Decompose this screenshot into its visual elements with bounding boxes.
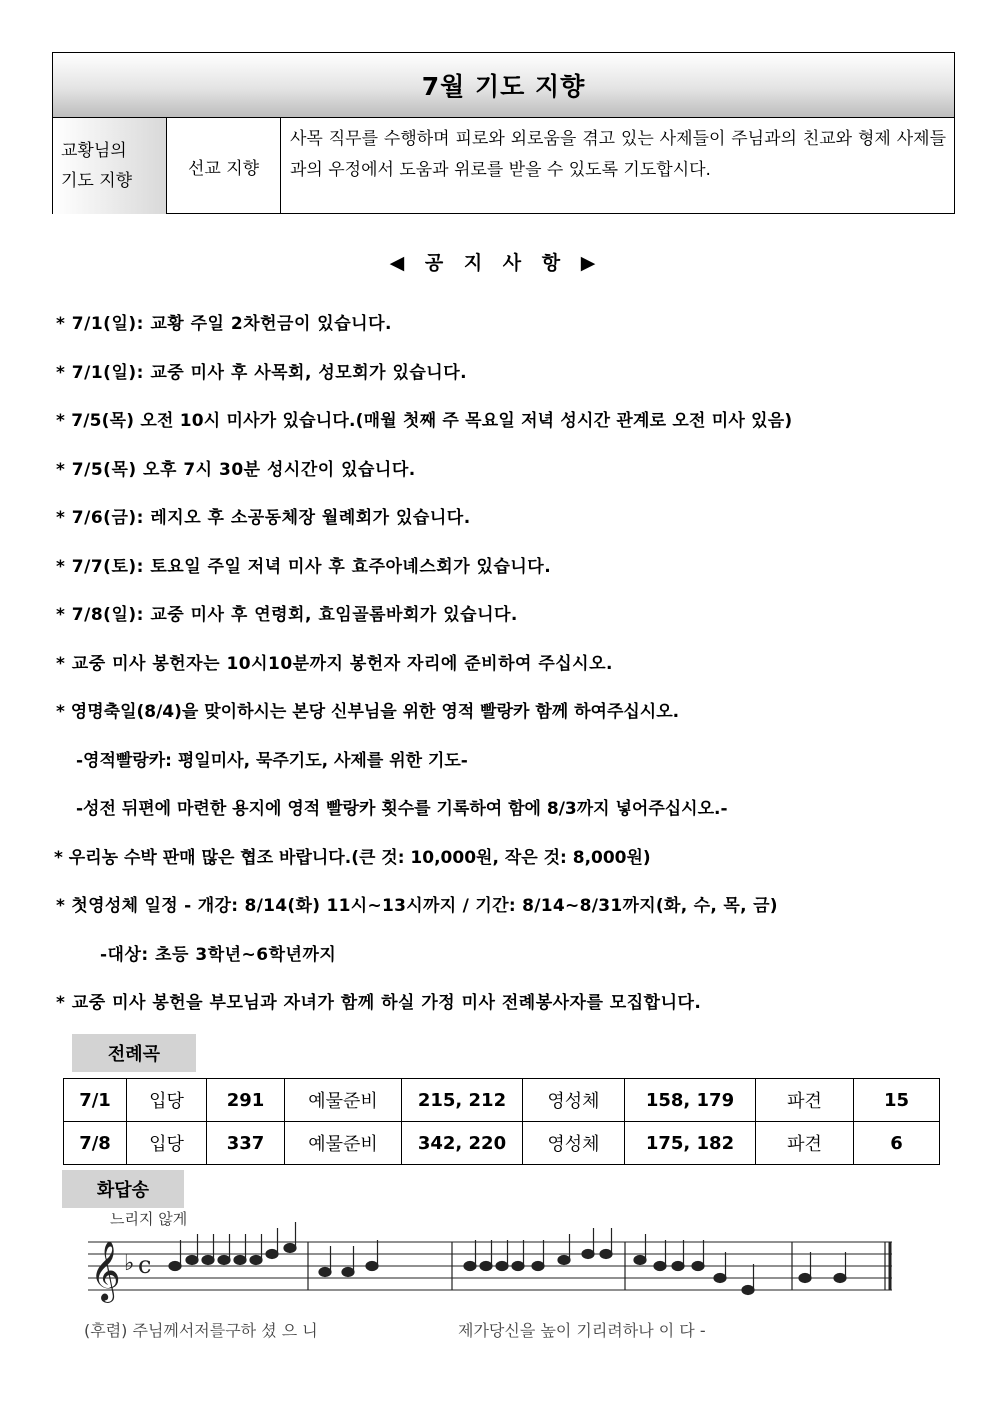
psalm-score xyxy=(80,1202,910,1352)
notice-item-text: * 첫영성체 일정 - 개강: 8/14(화) 11시~13시까지 / 기간: 8/14~8/31까지(화, 수, 목, 금) xyxy=(56,896,778,916)
notice-item-text: -영적빨랑카: 평일미사, 묵주기도, 사제를 위한 기도- xyxy=(76,750,468,771)
table-cell: 175, 182 xyxy=(625,1122,756,1165)
table-row xyxy=(64,1079,940,1122)
flat-icon: ♭ xyxy=(124,1251,135,1276)
note-head xyxy=(234,1256,246,1265)
note-head xyxy=(742,1286,754,1295)
note-head xyxy=(692,1262,704,1271)
notice-item xyxy=(56,550,966,599)
notice-item xyxy=(56,501,966,550)
note-head xyxy=(319,1268,331,1277)
notice-subitem xyxy=(56,744,966,793)
notice-item xyxy=(56,453,966,502)
note-head xyxy=(799,1274,811,1283)
table-cell: 입당 xyxy=(127,1122,207,1165)
prayer-label-line1: 교황님의 xyxy=(61,141,127,161)
notice-item-text: * 교중 미사 봉헌을 부모님과 자녀가 함께 하실 가정 미사 전례봉사자를 모집합니다. xyxy=(56,993,702,1013)
notice-item xyxy=(56,695,966,744)
notice-item-text: * 영명축일(8/4)을 맞이하시는 본당 신부님을 위한 영적 빨랑카 함께 하여주십시오. xyxy=(56,702,680,722)
note-head xyxy=(342,1268,354,1277)
treble-clef-icon: 𝄞 xyxy=(90,1241,121,1301)
notice-item xyxy=(56,598,966,647)
notice-item-text: * 7/5(목) 오전 10시 미사가 있습니다.(매월 첫째 주 목요일 저녁 성시간 관계로 오전 미사 있음) xyxy=(56,411,793,431)
note-head xyxy=(496,1262,508,1271)
note-head xyxy=(202,1256,214,1265)
note-head xyxy=(480,1262,492,1271)
notice-item xyxy=(56,307,966,356)
notice-item xyxy=(56,356,966,405)
notice-item-text: * 7/6(금): 레지오 후 소공동체장 월례회가 있습니다. xyxy=(56,508,471,528)
table-cell: 7/8 xyxy=(64,1122,127,1165)
note-head xyxy=(558,1256,570,1265)
prayer-label-line2: 기도 지향 xyxy=(61,171,133,191)
notice-item-text: * 7/5(목) 오후 7시 30분 성시간이 있습니다. xyxy=(56,459,416,480)
table-cell: 215, 212 xyxy=(402,1079,523,1122)
notice-item-text: * 7/1(일): 교황 주일 2차헌금이 있습니다. xyxy=(56,314,392,334)
table-cell: 7/1 xyxy=(64,1079,127,1122)
prayer-label xyxy=(53,118,167,214)
note-head xyxy=(654,1262,666,1271)
note-head xyxy=(464,1262,476,1271)
table-cell: 입당 xyxy=(127,1079,207,1122)
table-cell: 342, 220 xyxy=(402,1122,523,1165)
table-cell: 6 xyxy=(854,1122,940,1165)
prayer-row xyxy=(53,118,954,214)
note-head xyxy=(714,1274,726,1283)
table-cell: 158, 179 xyxy=(625,1079,756,1122)
prayer-category: 선교 지향 xyxy=(167,118,281,214)
table-cell: 영성체 xyxy=(523,1122,625,1165)
note-head xyxy=(600,1250,612,1259)
note-head xyxy=(512,1262,524,1271)
notice-item-text: -성전 뒤편에 마련한 용지에 영적 빨랑카 횟수를 기록하여 함에 8/3까지 넣어주십시오.- xyxy=(76,799,728,819)
notice-heading: ◀ 공 지 사 항 ▶ xyxy=(389,252,603,274)
common-time-icon: c xyxy=(138,1251,152,1279)
table-cell: 파견 xyxy=(756,1122,854,1165)
hymn-label: 전례곡 xyxy=(72,1034,196,1072)
note-head xyxy=(672,1262,684,1271)
tempo-marking: 느리지 않게 xyxy=(110,1210,188,1228)
notice-subitem xyxy=(56,792,966,841)
music-notes xyxy=(169,1222,846,1295)
table-cell: 15 xyxy=(854,1079,940,1122)
notice-item-text: * 7/8(일): 교중 미사 후 연령회, 효임골롬바회가 있습니다. xyxy=(56,605,518,625)
prayer-intention-box xyxy=(52,52,955,214)
notice-item-text: * 7/7(토): 토요일 주일 저녁 미사 후 효주아녜스회가 있습니다. xyxy=(56,556,552,577)
notice-item xyxy=(56,647,966,696)
notice-item xyxy=(56,404,966,453)
notice-item xyxy=(56,889,966,938)
notice-item-text: * 교중 미사 봉헌자는 10시10분까지 봉헌자 자리에 준비하여 주십시오. xyxy=(56,653,613,674)
table-row xyxy=(64,1122,940,1165)
table-cell: 예물준비 xyxy=(285,1122,402,1165)
table-cell: 예물준비 xyxy=(285,1079,402,1122)
note-head xyxy=(218,1256,230,1265)
note-head xyxy=(266,1250,278,1259)
prayer-text: 사목 직무를 수행하며 피로와 외로움을 겪고 있는 사제들이 주님과의 친교와 형제 사제들과의 우정에서 도움과 위로를 받을 수 있도록 기도합시다. xyxy=(290,129,946,180)
note-head xyxy=(186,1256,198,1265)
note-head xyxy=(250,1256,262,1265)
notice-item xyxy=(56,986,966,1035)
note-head xyxy=(532,1262,544,1271)
table-cell: 영성체 xyxy=(523,1079,625,1122)
psalm-label: 화답송 xyxy=(62,1170,184,1208)
note-head xyxy=(169,1262,181,1271)
table-cell: 337 xyxy=(207,1122,285,1165)
notice-item-text: * 7/1(일): 교중 미사 후 사목회, 성모회가 있습니다. xyxy=(56,362,468,383)
note-head xyxy=(284,1244,296,1253)
lyrics-refrain: (후렴) 주님께서저를구하 셨 으 니 xyxy=(84,1321,318,1340)
table-cell: 파견 xyxy=(756,1079,854,1122)
notice-subitem xyxy=(56,938,966,987)
notice-item-text: -대상: 초등 3학년~6학년까지 xyxy=(100,944,337,965)
note-head xyxy=(634,1256,646,1265)
note-head xyxy=(834,1274,846,1283)
prayer-title: 7월 기도 지향 xyxy=(53,53,954,118)
table-cell: 291 xyxy=(207,1079,285,1122)
lyrics-line: 제가당신을 높이 기리려하나 이 다 - xyxy=(458,1321,706,1340)
notice-list xyxy=(56,307,966,1035)
notice-item-text: * 우리농 수박 판매 많은 협조 바랍니다.(큰 것: 10,000원, 작은 것: 8,000원) xyxy=(54,847,651,868)
note-head xyxy=(366,1262,378,1271)
note-head xyxy=(582,1250,594,1259)
notice-item xyxy=(54,841,966,890)
hymn-table xyxy=(63,1078,940,1165)
